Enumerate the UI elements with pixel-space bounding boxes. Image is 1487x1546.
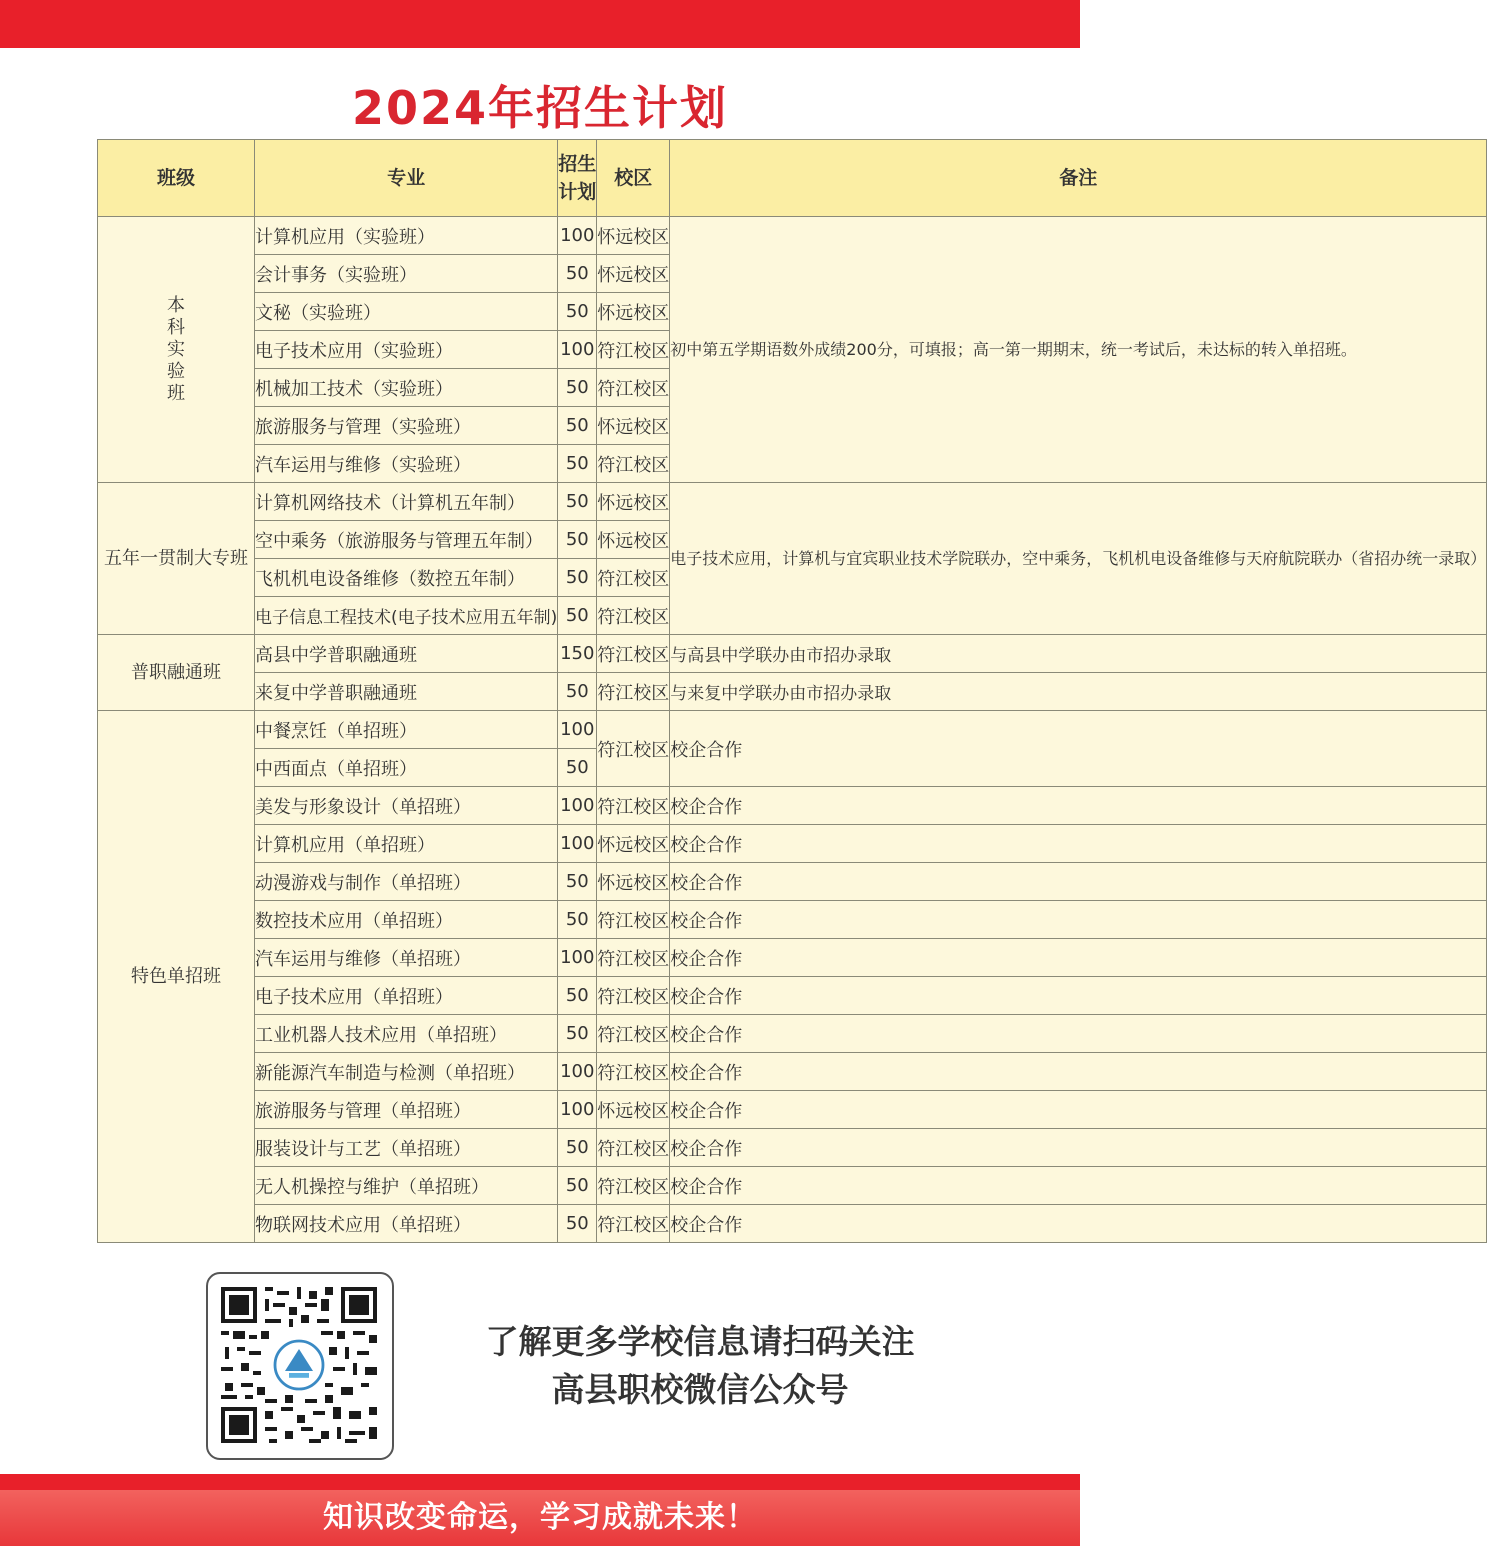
header-campus: 校区 bbox=[597, 140, 670, 217]
major-cell: 空中乘务（旅游服务与管理五年制） bbox=[255, 521, 558, 559]
campus-cell: 符江校区 bbox=[597, 787, 670, 825]
category-cell bbox=[98, 217, 255, 483]
quota-cell: 50 bbox=[558, 521, 597, 559]
table-row bbox=[98, 1167, 1487, 1205]
campus-cell: 怀远校区 bbox=[597, 521, 670, 559]
table-row bbox=[98, 901, 1487, 939]
major-cell: 汽车运用与维修（单招班） bbox=[255, 939, 558, 977]
campus-cell: 符江校区 bbox=[597, 939, 670, 977]
quota-cell: 100 bbox=[558, 939, 597, 977]
quota-cell: 50 bbox=[558, 977, 597, 1015]
campus-cell: 怀远校区 bbox=[597, 1091, 670, 1129]
campus-cell: 符江校区 bbox=[597, 673, 670, 711]
quota-cell: 50 bbox=[558, 445, 597, 483]
category-cell: 五年一贯制大专班 bbox=[98, 483, 255, 635]
table-row bbox=[98, 825, 1487, 863]
table-row bbox=[98, 673, 1487, 711]
quota-cell: 100 bbox=[558, 711, 597, 749]
quota-cell: 100 bbox=[558, 787, 597, 825]
major-cell: 计算机应用（单招班） bbox=[255, 825, 558, 863]
note-cell: 校企合作 bbox=[670, 1167, 1487, 1205]
major-cell: 新能源汽车制造与检测（单招班） bbox=[255, 1053, 558, 1091]
qr-code-icon bbox=[217, 1283, 381, 1447]
major-cell: 中西面点（单招班） bbox=[255, 749, 558, 787]
campus-cell: 符江校区 bbox=[597, 1015, 670, 1053]
note-cell: 校企合作 bbox=[670, 1205, 1487, 1243]
follow-instruction bbox=[440, 1318, 960, 1414]
campus-cell: 怀远校区 bbox=[597, 293, 670, 331]
campus-cell: 符江校区 bbox=[597, 597, 670, 635]
major-cell: 物联网技术应用（单招班） bbox=[255, 1205, 558, 1243]
quota-cell: 100 bbox=[558, 331, 597, 369]
top-red-bar bbox=[0, 0, 1080, 48]
header-major: 专业 bbox=[255, 140, 558, 217]
major-cell: 汽车运用与维修（实验班） bbox=[255, 445, 558, 483]
header-quota-line2: 计划 bbox=[558, 181, 597, 203]
quota-cell: 100 bbox=[558, 1091, 597, 1129]
note-cell: 校企合作 bbox=[670, 1015, 1487, 1053]
major-cell: 机械加工技术（实验班） bbox=[255, 369, 558, 407]
note-cell: 校企合作 bbox=[670, 1091, 1487, 1129]
note-cell: 校企合作 bbox=[670, 1053, 1487, 1091]
category-cell: 普职融通班 bbox=[98, 635, 255, 711]
quota-cell: 50 bbox=[558, 559, 597, 597]
follow-line-2: 高县职校微信公众号 bbox=[551, 1370, 849, 1409]
campus-cell: 怀远校区 bbox=[597, 483, 670, 521]
note-cell: 校企合作 bbox=[670, 787, 1487, 825]
note-cell: 与来复中学联办由市招办录取 bbox=[670, 673, 1487, 711]
major-cell: 电子技术应用（实验班） bbox=[255, 331, 558, 369]
note-cell: 校企合作 bbox=[670, 825, 1487, 863]
note-cell: 校企合作 bbox=[670, 711, 1487, 787]
follow-line-1: 了解更多学校信息请扫码关注 bbox=[485, 1322, 915, 1361]
quota-cell: 50 bbox=[558, 293, 597, 331]
major-cell: 旅游服务与管理（实验班） bbox=[255, 407, 558, 445]
note-cell: 与高县中学联办由市招办录取 bbox=[670, 635, 1487, 673]
table-row bbox=[98, 483, 1487, 521]
campus-cell: 符江校区 bbox=[597, 635, 670, 673]
major-cell: 旅游服务与管理（单招班） bbox=[255, 1091, 558, 1129]
school-logo-icon bbox=[271, 1337, 327, 1393]
major-cell: 电子信息工程技术(电子技术应用五年制) bbox=[255, 597, 558, 635]
header-quota-line1: 招生 bbox=[558, 153, 597, 175]
page-title: 2024年招生计划 bbox=[351, 81, 729, 135]
campus-cell: 符江校区 bbox=[597, 901, 670, 939]
quota-cell: 50 bbox=[558, 1167, 597, 1205]
campus-cell: 符江校区 bbox=[597, 1053, 670, 1091]
note-cell: 校企合作 bbox=[670, 863, 1487, 901]
table-row bbox=[98, 863, 1487, 901]
table-row bbox=[98, 977, 1487, 1015]
note-cell: 校企合作 bbox=[670, 901, 1487, 939]
table-row bbox=[98, 939, 1487, 977]
campus-cell: 符江校区 bbox=[597, 1167, 670, 1205]
major-cell: 计算机应用（实验班） bbox=[255, 217, 558, 255]
category-label: 本科实验班 bbox=[167, 294, 185, 404]
note-cell: 电子技术应用，计算机与宜宾职业技术学院联办，空中乘务，飞机机电设备维修与天府航院联办（省招办统一录取） bbox=[670, 483, 1487, 635]
table-header-row bbox=[98, 140, 1487, 217]
campus-cell: 符江校区 bbox=[597, 711, 670, 787]
campus-cell: 符江校区 bbox=[597, 559, 670, 597]
note-cell: 初中第五学期语数外成绩200分，可填报；高一第一期期末，统一考试后，未达标的转入单招班。 bbox=[670, 217, 1487, 483]
table-row bbox=[98, 1205, 1487, 1243]
qr-code-card[interactable] bbox=[206, 1272, 394, 1460]
campus-cell: 符江校区 bbox=[597, 977, 670, 1015]
bottom-red-stripe bbox=[0, 1474, 1080, 1490]
quota-cell: 50 bbox=[558, 673, 597, 711]
quota-cell: 50 bbox=[558, 1015, 597, 1053]
enrollment-plan-table bbox=[97, 139, 1487, 1243]
campus-cell: 怀远校区 bbox=[597, 825, 670, 863]
table-row bbox=[98, 635, 1487, 673]
quota-cell: 50 bbox=[558, 597, 597, 635]
quota-cell: 100 bbox=[558, 825, 597, 863]
quota-cell: 50 bbox=[558, 407, 597, 445]
quota-cell: 50 bbox=[558, 1205, 597, 1243]
table-row bbox=[98, 1129, 1487, 1167]
campus-cell: 怀远校区 bbox=[597, 217, 670, 255]
major-cell: 工业机器人技术应用（单招班） bbox=[255, 1015, 558, 1053]
campus-cell: 符江校区 bbox=[597, 1205, 670, 1243]
quota-cell: 50 bbox=[558, 255, 597, 293]
quota-cell: 50 bbox=[558, 1129, 597, 1167]
major-cell: 美发与形象设计（单招班） bbox=[255, 787, 558, 825]
table-row bbox=[98, 1091, 1487, 1129]
table-row bbox=[98, 711, 1487, 749]
note-cell: 校企合作 bbox=[670, 1129, 1487, 1167]
campus-cell: 怀远校区 bbox=[597, 407, 670, 445]
category-cell: 特色单招班 bbox=[98, 711, 255, 1243]
major-cell: 计算机网络技术（计算机五年制） bbox=[255, 483, 558, 521]
campus-cell: 符江校区 bbox=[597, 331, 670, 369]
major-cell: 高县中学普职融通班 bbox=[255, 635, 558, 673]
major-cell: 中餐烹饪（单招班） bbox=[255, 711, 558, 749]
table-row bbox=[98, 1015, 1487, 1053]
header-quota bbox=[558, 140, 597, 217]
campus-cell: 怀远校区 bbox=[597, 863, 670, 901]
major-cell: 无人机操控与维护（单招班） bbox=[255, 1167, 558, 1205]
quota-cell: 50 bbox=[558, 863, 597, 901]
table-row bbox=[98, 217, 1487, 255]
quota-cell: 100 bbox=[558, 217, 597, 255]
major-cell: 服装设计与工艺（单招班） bbox=[255, 1129, 558, 1167]
quota-cell: 150 bbox=[558, 635, 597, 673]
major-cell: 动漫游戏与制作（单招班） bbox=[255, 863, 558, 901]
slogan: 知识改变命运，学习成就未来！ bbox=[323, 1500, 757, 1535]
quota-cell: 50 bbox=[558, 749, 597, 787]
quota-cell: 50 bbox=[558, 483, 597, 521]
header-note: 备注 bbox=[670, 140, 1487, 217]
major-cell: 飞机机电设备维修（数控五年制） bbox=[255, 559, 558, 597]
major-cell: 来复中学普职融通班 bbox=[255, 673, 558, 711]
major-cell: 文秘（实验班） bbox=[255, 293, 558, 331]
major-cell: 数控技术应用（单招班） bbox=[255, 901, 558, 939]
table-row bbox=[98, 1053, 1487, 1091]
campus-cell: 符江校区 bbox=[597, 1129, 670, 1167]
major-cell: 会计事务（实验班） bbox=[255, 255, 558, 293]
major-cell: 电子技术应用（单招班） bbox=[255, 977, 558, 1015]
quota-cell: 50 bbox=[558, 369, 597, 407]
campus-cell: 符江校区 bbox=[597, 369, 670, 407]
quota-cell: 100 bbox=[558, 1053, 597, 1091]
header-category: 班级 bbox=[98, 140, 255, 217]
campus-cell: 符江校区 bbox=[597, 445, 670, 483]
quota-cell: 50 bbox=[558, 901, 597, 939]
note-cell: 校企合作 bbox=[670, 977, 1487, 1015]
note-cell: 校企合作 bbox=[670, 939, 1487, 977]
table-row bbox=[98, 787, 1487, 825]
campus-cell: 怀远校区 bbox=[597, 255, 670, 293]
